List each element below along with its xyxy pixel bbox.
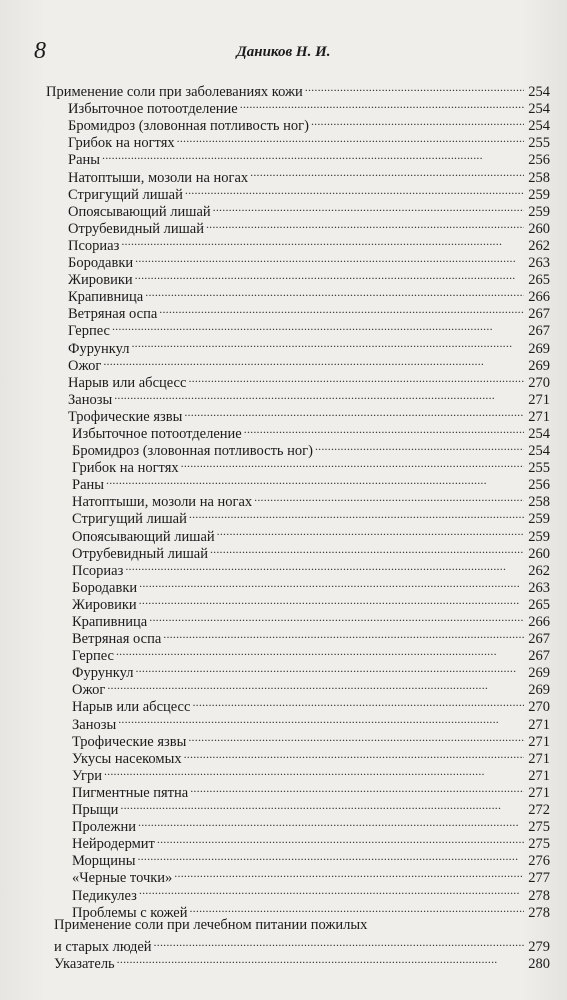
toc-leader-dots <box>102 147 524 164</box>
toc-leader-dots <box>244 421 524 438</box>
toc-entry-page: 259 <box>528 511 550 528</box>
toc-entry-title: Бородавки <box>68 255 134 272</box>
toc-leader-dots <box>114 387 524 404</box>
toc-entry-title: Псориаз <box>72 562 124 579</box>
table-of-contents <box>46 79 550 972</box>
toc-leader-dots <box>177 130 524 147</box>
toc-entry-page: 271 <box>528 716 550 733</box>
toc-entry-title: Морщины <box>72 853 136 870</box>
toc-section-entry <box>46 951 550 972</box>
toc-subentry <box>46 763 550 784</box>
toc-entry-title: Опоясывающий лишай <box>68 203 211 220</box>
toc-leader-dots <box>315 438 524 455</box>
toc-leader-dots <box>184 404 524 421</box>
toc-leader-dots <box>137 848 524 865</box>
toc-leader-dots <box>106 472 524 489</box>
toc-leader-dots <box>125 558 524 575</box>
toc-entry-page: 262 <box>528 237 550 254</box>
page-number: 8 <box>34 38 46 64</box>
toc-leader-dots <box>192 694 524 711</box>
toc-leader-dots <box>157 831 524 848</box>
toc-entry-page: 269 <box>528 340 550 357</box>
toc-subentry <box>46 694 550 716</box>
toc-entry-title: Ветряная оспа <box>72 631 162 648</box>
toc-entry-title: Грибок на ногтях <box>72 460 179 477</box>
toc-leader-dots <box>240 96 524 113</box>
toc-entry-page: 259 <box>528 528 550 545</box>
toc-leader-dots <box>217 523 524 540</box>
toc-entry-page: 258 <box>528 494 550 511</box>
toc-leader-dots <box>185 182 524 199</box>
toc-entry-title: Ожог <box>72 682 106 699</box>
toc-subentry <box>46 643 550 665</box>
toc-entry-page: 278 <box>528 904 550 921</box>
toc-section-entry <box>46 79 550 101</box>
toc-entry-page: 267 <box>528 306 550 323</box>
toc-subentry <box>46 387 550 408</box>
toc-subentry <box>46 233 550 254</box>
toc-subentry <box>46 729 550 750</box>
toc-leader-dots <box>120 797 524 814</box>
toc-entry-title: Натоптыши, мозоли на ногах <box>72 494 253 511</box>
toc-subentry <box>46 404 550 425</box>
toc-leader-dots <box>121 233 524 250</box>
toc-entry-page: 269 <box>528 357 550 374</box>
toc-entry-page: 266 <box>528 289 550 306</box>
toc-leader-dots <box>181 455 524 472</box>
toc-entry-title: Занозы <box>72 716 117 733</box>
toc-leader-dots <box>138 814 524 831</box>
toc-entry-page: 259 <box>528 203 550 220</box>
toc-entry-page: 255 <box>528 135 550 152</box>
toc-subentry <box>46 147 550 169</box>
toc-subentry <box>46 711 550 733</box>
toc-entry-page: 271 <box>528 784 550 801</box>
toc-entry-title: Грибок на ногтях <box>68 135 175 152</box>
toc-entry-page: 256 <box>528 152 550 169</box>
toc-leader-dots <box>189 900 524 917</box>
toc-entry-title: Педикулез <box>72 887 137 904</box>
toc-entry-title: Раны <box>72 477 105 494</box>
toc-leader-dots <box>190 780 524 797</box>
toc-leader-dots <box>174 865 524 882</box>
toc-subentry <box>46 164 550 186</box>
toc-entry-page: 271 <box>528 733 550 750</box>
toc-leader-dots <box>149 609 524 626</box>
toc-leader-dots <box>107 677 524 694</box>
toc-entry-title: Раны <box>68 152 101 169</box>
toc-leader-dots <box>311 113 524 130</box>
toc-leader-dots <box>135 267 524 284</box>
toc-entry-page: 254 <box>528 425 550 442</box>
toc-entry-title: Крапивница <box>68 289 144 306</box>
toc-entry-page: 266 <box>528 614 550 630</box>
toc-leader-dots <box>117 951 524 968</box>
toc-entry-page: 263 <box>528 255 550 272</box>
toc-entry-page: 267 <box>528 648 550 665</box>
toc-entry-title: Трофические язвы <box>72 733 187 750</box>
toc-entry-title: Отрубевидный лишай <box>68 220 204 237</box>
toc-entry-title: Пролежни <box>72 819 136 836</box>
toc-leader-dots <box>206 216 524 233</box>
toc-entry-page: 260 <box>528 220 550 237</box>
toc-leader-dots <box>135 250 524 267</box>
toc-leader-dots <box>118 711 524 728</box>
toc-entry-title: Укусы насекомых <box>72 750 182 767</box>
toc-entry-title: Бромидроз (зловонная потливость ног) <box>68 118 309 135</box>
toc-subentry <box>46 472 550 494</box>
toc-subentry <box>46 814 550 836</box>
toc-entry-title: «Черные точки» <box>72 870 173 887</box>
toc-entry-page: 280 <box>528 955 550 972</box>
toc-entry-page: 271 <box>528 408 550 425</box>
toc-entry-title: Ветряная оспа <box>68 306 158 323</box>
toc-leader-dots <box>254 489 524 506</box>
toc-entry-title: Жировики <box>72 596 137 613</box>
toc-entry-page: 254 <box>528 101 550 118</box>
toc-leader-dots <box>139 592 524 609</box>
toc-entry-title: Трофические язвы <box>68 408 183 425</box>
toc-entry-page: 270 <box>528 374 550 391</box>
toc-leader-dots <box>305 79 524 96</box>
toc-entry-page: 271 <box>528 750 550 767</box>
toc-entry-page: 271 <box>528 391 550 408</box>
toc-entry-title: Пигментные пятна <box>72 784 189 801</box>
toc-entry-title: Отрубевидный лишай <box>72 545 208 562</box>
toc-leader-dots <box>250 164 524 181</box>
toc-leader-dots <box>163 626 524 643</box>
toc-entry-title: Герпес <box>68 323 110 340</box>
toc-entry-title: Избыточное потоотделение <box>68 101 238 118</box>
toc-entry-title: Герпес <box>72 648 114 665</box>
toc-subentry <box>46 660 550 682</box>
toc-leader-dots <box>103 353 524 370</box>
toc-leader-dots <box>213 199 524 216</box>
toc-entry-page: 258 <box>528 169 550 186</box>
toc-entry-page: 270 <box>528 699 550 716</box>
toc-entry-page: 277 <box>528 870 550 887</box>
toc-entry-page: 267 <box>528 323 550 340</box>
toc-entry-title: Опоясывающий лишай <box>72 528 215 545</box>
toc-entry-page: 276 <box>528 853 550 870</box>
toc-leader-dots <box>145 284 524 301</box>
toc-entry-title: Фурункул <box>72 665 134 682</box>
toc-leader-dots <box>188 729 524 746</box>
toc-entry-title: Ожог <box>68 357 102 374</box>
toc-entry-page: 254 <box>528 118 550 135</box>
toc-subentry <box>46 780 550 801</box>
toc-entry-title: Псориаз <box>68 237 120 254</box>
toc-leader-dots <box>131 335 524 352</box>
toc-entry-title: Фурункул <box>68 340 130 357</box>
toc-entry-page: 255 <box>528 460 550 477</box>
toc-subentry <box>46 335 550 357</box>
toc-entry-page: 263 <box>528 579 550 596</box>
toc-entry-title: Бромидроз (зловонная потливость ног) <box>72 443 313 460</box>
toc-entry-title: Жировики <box>68 272 133 289</box>
toc-entry-title: Прыщи <box>72 802 119 819</box>
toc-subentry <box>46 797 550 819</box>
page-header <box>0 38 567 64</box>
toc-leader-dots <box>154 934 524 951</box>
toc-entry-title: Угри <box>72 767 102 784</box>
toc-subentry <box>46 353 550 374</box>
toc-entry-title: Избыточное потоотделение <box>72 425 242 442</box>
toc-entry-title: Стригущий лишай <box>72 511 187 528</box>
toc-entry-title: Бородавки <box>72 579 138 596</box>
toc-entry-page: 265 <box>528 272 550 289</box>
toc-entry-page: 265 <box>528 596 550 613</box>
toc-entry-page: 269 <box>528 682 550 699</box>
toc-leader-dots <box>189 506 524 523</box>
toc-entry-page: 259 <box>528 186 550 203</box>
toc-subentry <box>46 318 550 340</box>
toc-entry-title: Проблемы с кожей <box>72 904 188 921</box>
toc-leader-dots <box>210 541 524 558</box>
toc-entry-page: 271 <box>528 767 550 784</box>
toc-entry-page: 275 <box>528 836 550 853</box>
toc-leader-dots <box>139 575 524 592</box>
toc-leader-dots <box>135 660 524 677</box>
toc-entry-title-line2: и старых людей <box>54 938 152 955</box>
toc-subentry <box>46 250 550 272</box>
toc-subentries <box>46 96 550 921</box>
toc-entry-page: 256 <box>528 477 550 494</box>
toc-leader-dots <box>104 763 524 780</box>
toc-entry-title: Стригущий лишай <box>68 186 183 203</box>
toc-entry-page: 272 <box>528 802 550 819</box>
toc-subentry <box>46 677 550 699</box>
toc-entry-title: Нарыв или абсцесс <box>72 699 191 716</box>
toc-entry-page: 267 <box>528 631 550 648</box>
toc-entry-page: 262 <box>528 562 550 579</box>
toc-entry-title: Натоптыши, мозоли на ногах <box>68 169 249 186</box>
toc-entry-page: 254 <box>528 84 550 101</box>
toc-entry-page: 279 <box>528 938 550 955</box>
toc-leader-dots <box>188 370 524 387</box>
toc-section-entry <box>46 916 550 955</box>
toc-entry-title: Нейродермит <box>72 836 155 853</box>
toc-subentry <box>46 489 550 511</box>
toc-leader-dots <box>184 746 524 763</box>
toc-entry-page: 254 <box>528 443 550 460</box>
toc-leader-dots <box>112 318 524 335</box>
toc-entry-page: 278 <box>528 887 550 904</box>
toc-entry-continuation <box>54 934 550 955</box>
toc-entry-title: Применение соли при заболеваниях кожи <box>46 84 303 101</box>
toc-entry-title-line1: Применение соли при лечебном питании пожилых <box>54 916 368 933</box>
toc-entry-page: 275 <box>528 819 550 836</box>
toc-entry-page: 269 <box>528 665 550 682</box>
toc-leader-dots <box>116 643 524 660</box>
toc-entry-title: Занозы <box>68 391 113 408</box>
toc-subentry <box>46 370 550 391</box>
toc-entry-page: 260 <box>528 545 550 562</box>
toc-leader-dots <box>159 301 524 318</box>
toc-leader-dots <box>139 882 524 899</box>
toc-entry-title: Крапивница <box>72 614 148 630</box>
toc-entry-title: Нарыв или абсцесс <box>68 374 187 391</box>
toc-entry-title: Указатель <box>54 955 115 972</box>
running-head: Даников Н. И. <box>236 44 331 60</box>
